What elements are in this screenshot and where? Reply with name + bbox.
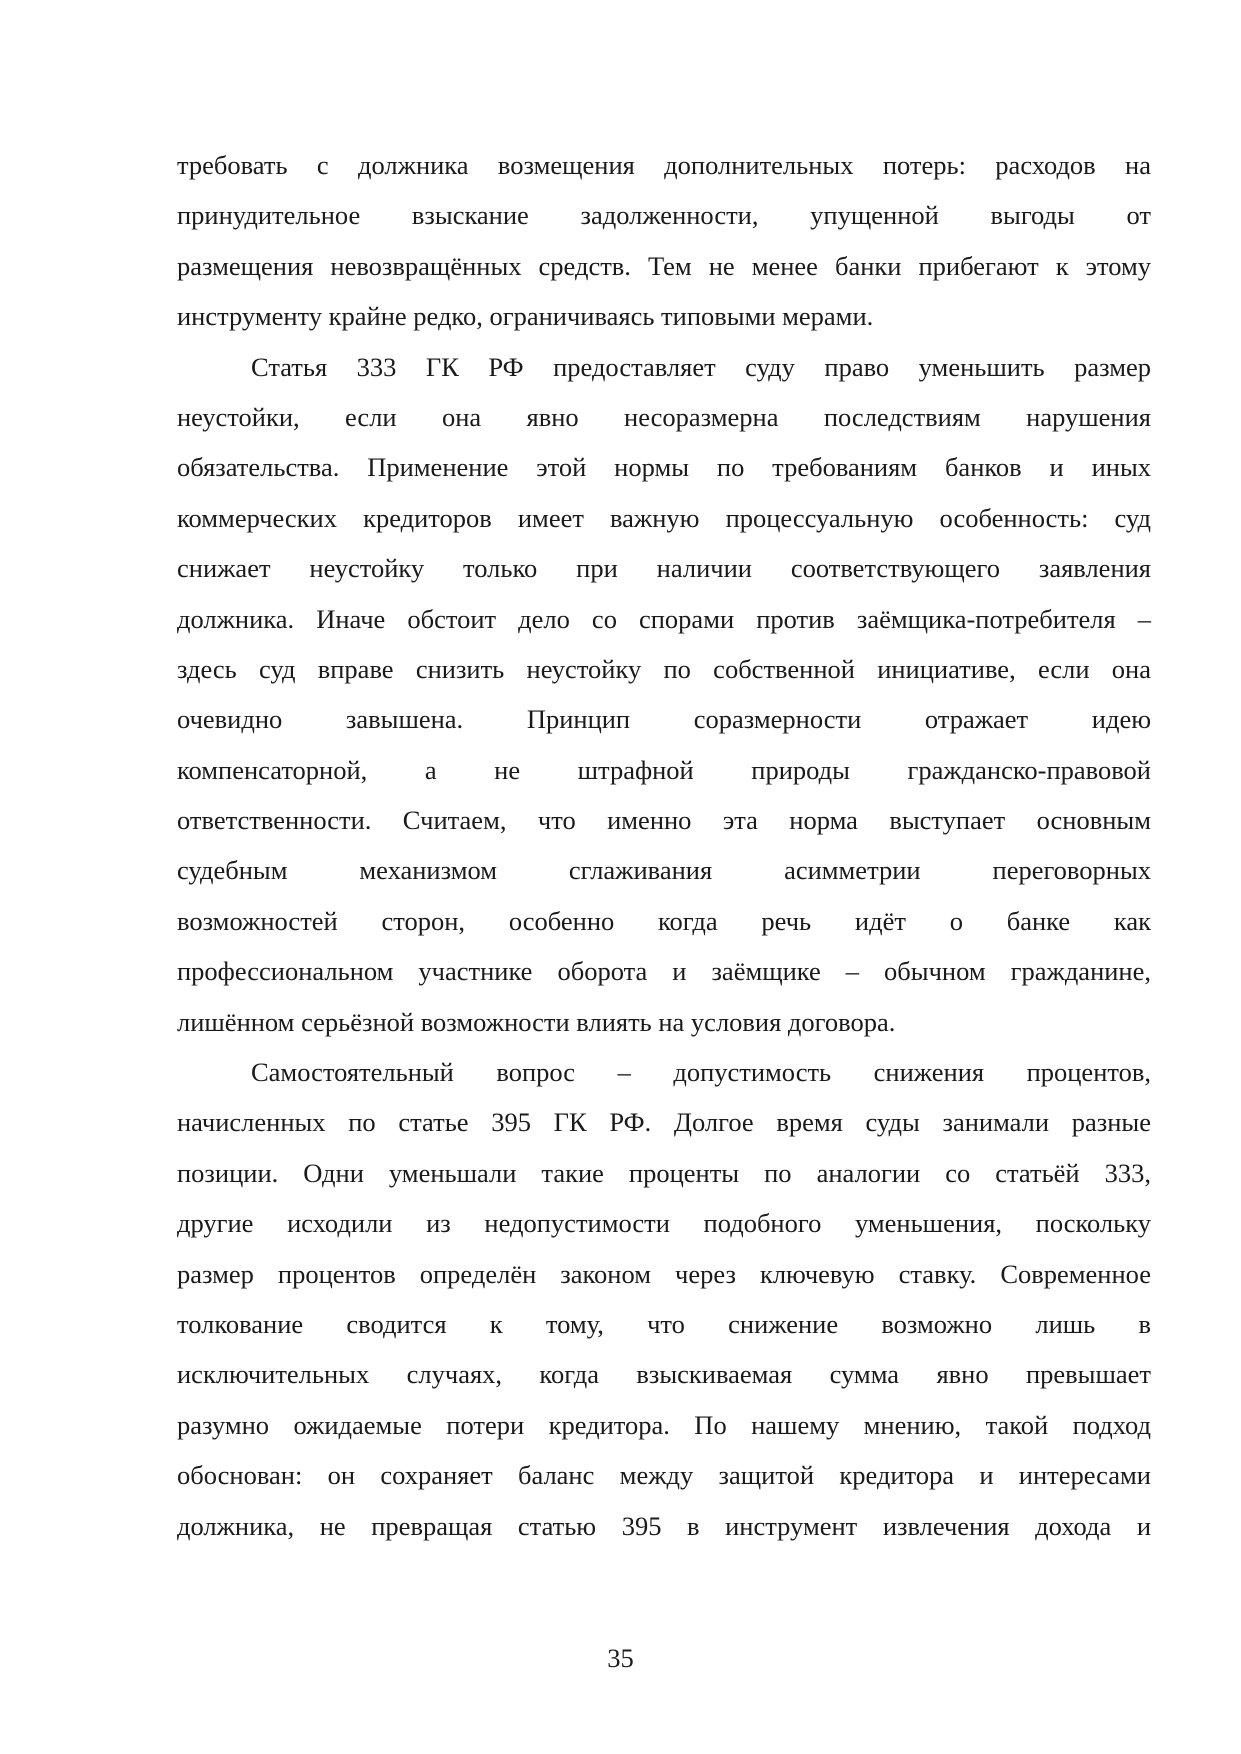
text-line: снижает неустойку только при наличии соответствующего заявления	[177, 553, 1151, 584]
text-line: обоснован: он сохраняет баланс между защитой кредитора и интересами	[177, 1460, 1151, 1491]
text-line: позиции. Одни уменьшали такие проценты по аналогии со статьёй 333,	[177, 1157, 1151, 1188]
text-line: разумно ожидаемые потери кредитора. По нашему мнению, такой подход	[177, 1409, 1151, 1440]
paragraph	[177, 140, 1151, 342]
page-number: 35	[607, 1643, 634, 1673]
text-line: инструменту крайне редко, ограничиваясь типовыми мерами.	[177, 301, 874, 332]
text-line: размер процентов определён законом через ключевую ставку. Современное	[177, 1258, 1151, 1289]
text-line: профессиональном участнике оборота и заёмщике – обычном гражданине,	[177, 956, 1151, 987]
paragraph	[177, 1047, 1151, 1551]
text-line: принудительное взыскание задолженности, упущенной выгоды от	[177, 200, 1151, 231]
body-text	[177, 140, 1151, 1551]
text-line: здесь суд вправе снизить неустойку по собственной инициативе, если она	[177, 653, 1151, 684]
text-line: требовать с должника возмещения дополнительных потерь: расходов на	[177, 150, 1151, 180]
text-line: неустойки, если она явно несоразмерна последствиям нарушения	[177, 401, 1151, 432]
text-line: судебным механизмом сглаживания асимметрии переговорных	[177, 855, 1151, 886]
text-line: Статья 333 ГК РФ предоставляет суду право уменьшить размер	[251, 351, 1151, 382]
text-line: очевидно завышена. Принцип соразмерности отражает идею	[177, 704, 1151, 735]
paragraph	[177, 342, 1151, 1047]
text-line: должника, не превращая статью 395 в инструмент извлечения дохода и	[177, 1510, 1151, 1541]
text-line: Самостоятельный вопрос – допустимость снижения процентов,	[251, 1057, 1151, 1088]
text-line: возможностей сторон, особенно когда речь идёт о банке как	[177, 905, 1151, 936]
text-line: должника. Иначе обстоит дело со спорами против заёмщика-потребителя –	[177, 603, 1151, 634]
text-line: ответственности. Считаем, что именно эта норма выступает основным	[177, 805, 1151, 836]
text-line: обязательства. Применение этой нормы по требованиям банков и иных	[177, 452, 1151, 483]
text-line: толкование сводится к тому, что снижение возможно лишь в	[177, 1308, 1151, 1339]
text-line: размещения невозвращённых средств. Тем не менее банки прибегают к этому	[177, 250, 1151, 281]
text-line: исключительных случаях, когда взыскиваемая сумма явно превышает	[177, 1359, 1151, 1390]
text-line: лишённом серьёзной возможности влиять на условия договора.	[177, 1006, 896, 1037]
text-line: коммерческих кредиторов имеет важную процессуальную особенность: суд	[177, 502, 1151, 533]
text-line: начисленных по статье 395 ГК РФ. Долгое время суды занимали разные	[177, 1107, 1151, 1138]
text-line: другие исходили из недопустимости подобного уменьшения, поскольку	[177, 1208, 1151, 1239]
text-line: компенсаторной, а не штрафной природы гражданско-правовой	[177, 754, 1151, 785]
